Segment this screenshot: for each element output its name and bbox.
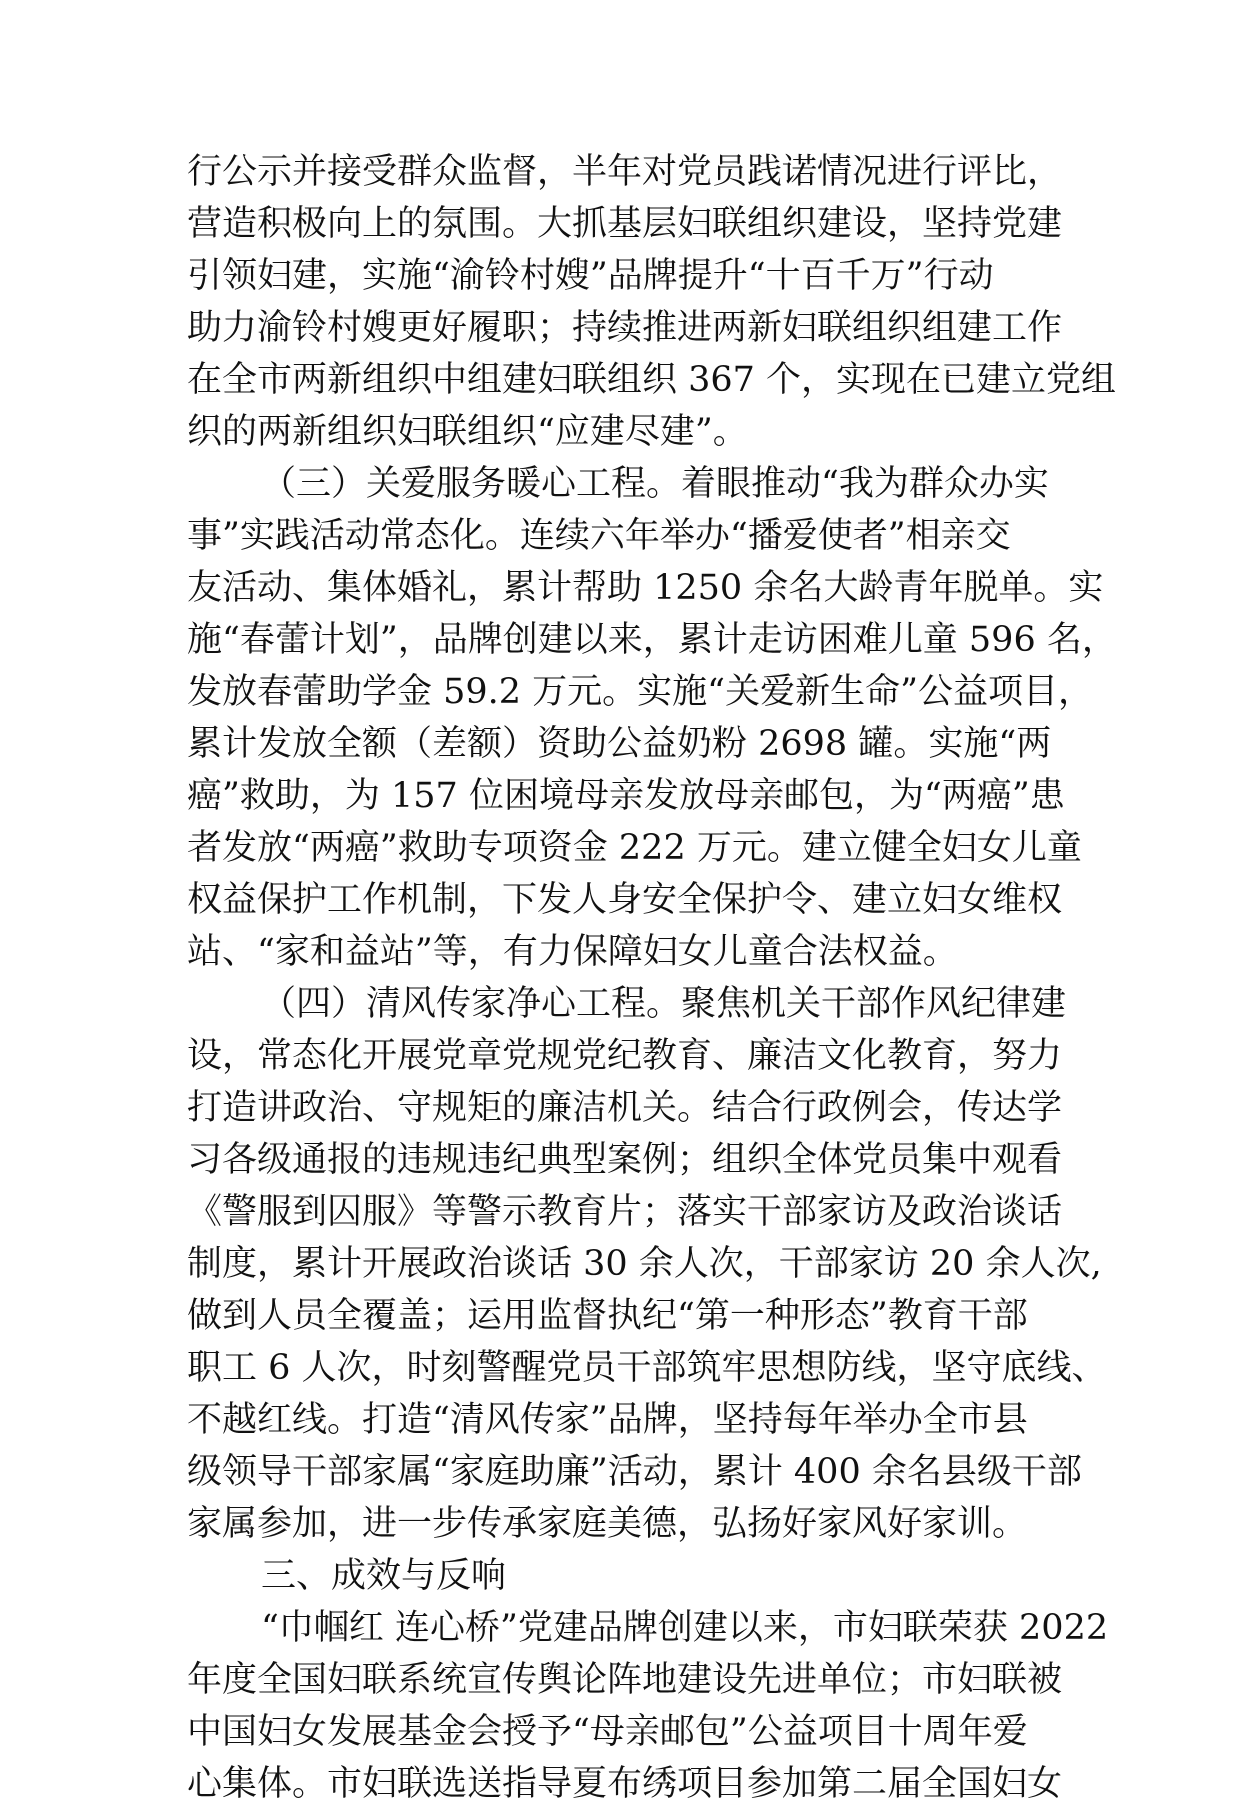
text-line: 引领妇建，实施“渝铃村嫂”品牌提升“十百千万”行动: [187, 256, 994, 296]
text-line: 打造讲政治、守规矩的廉洁机关。结合行政例会，传达学: [187, 1088, 1063, 1128]
text-line: 站、“家和益站”等，有力保障妇女儿童合法权益。: [187, 932, 958, 972]
text-line: 年度全国妇联系统宣传舆论阵地建设先进单位；市妇联被: [187, 1660, 1063, 1700]
text-line: 家属参加，进一步传承家庭美德，弘扬好家风好家训。: [187, 1504, 1028, 1544]
paragraph-first-line: （三）关爱服务暖心工程。着眼推动“我为群众办实: [261, 464, 1049, 504]
text-line: 习各级通报的违规违纪典型案例；组织全体党员集中观看: [187, 1140, 1063, 1180]
paragraph-first-line: （四）清风传家净心工程。聚焦机关干部作风纪律建: [261, 984, 1067, 1024]
text-line: 设，常态化开展党章党规党纪教育、廉洁文化教育，努力: [187, 1036, 1063, 1076]
paragraph-first-line: 三、成效与反响: [261, 1556, 507, 1596]
text-line: 累计发放全额（差额）资助公益奶粉 2698 罐。实施“两: [187, 724, 1052, 764]
text-line: 织的两新组织妇联组织“应建尽建”。: [187, 412, 748, 452]
text-line: 不越红线。打造“清风传家”品牌，坚持每年举办全市县: [187, 1400, 1028, 1440]
text-line: 友活动、集体婚礼，累计帮助 1250 余名大龄青年脱单。实: [187, 568, 1104, 608]
text-line: 行公示并接受群众监督，半年对党员践诺情况进行评比，: [187, 152, 1063, 192]
text-line: 者发放“两癌”救助专项资金 222 万元。建立健全妇女儿童: [187, 828, 1082, 868]
text-line: 助力渝铃村嫂更好履职；持续推进两新妇联组织组建工作: [187, 308, 1063, 348]
text-line: 事”实践活动常态化。连续六年举办“播爱使者”相亲交: [187, 516, 1011, 556]
text-line: 在全市两新组织中组建妇联组织 367 个，实现在已建立党组: [187, 360, 1117, 400]
text-line: 施“春蕾计划”，品牌创建以来，累计走访困难儿童 596 名，: [187, 620, 1117, 660]
text-line: 职工 6 人次，时刻警醒党员干部筑牢思想防线，坚守底线、: [187, 1348, 1107, 1388]
text-line: 权益保护工作机制，下发人身安全保护令、建立妇女维权: [187, 880, 1063, 920]
text-line: 《警服到囚服》等警示教育片；落实干部家访及政治谈话: [187, 1192, 1063, 1232]
text-line: 营造积极向上的氛围。大抓基层妇联组织建设，坚持党建: [187, 204, 1063, 244]
text-line: 制度，累计开展政治谈话 30 余人次，干部家访 20 余人次,: [187, 1244, 1102, 1284]
body-text: [187, 146, 1117, 1810]
text-line: 心集体。市妇联选送指导夏布绣项目参加第二届全国妇女: [187, 1764, 1063, 1804]
text-line: 级领导干部家属“家庭助廉”活动，累计 400 余名县级干部: [187, 1452, 1082, 1492]
text-line: 癌”救助，为 157 位困境母亲发放母亲邮包，为“两癌”患: [187, 776, 1065, 816]
text-line: 做到人员全覆盖；运用监督执纪“第一种形态”教育干部: [187, 1296, 1028, 1336]
paragraph-first-line: “巾帼红 连心桥”党建品牌创建以来，市妇联荣获 2022: [261, 1608, 1109, 1648]
text-line: 中国妇女发展基金会授予“母亲邮包”公益项目十周年爱: [187, 1712, 1028, 1752]
text-line: 发放春蕾助学金 59.2 万元。实施“关爱新生命”公益项目，: [187, 672, 1093, 712]
